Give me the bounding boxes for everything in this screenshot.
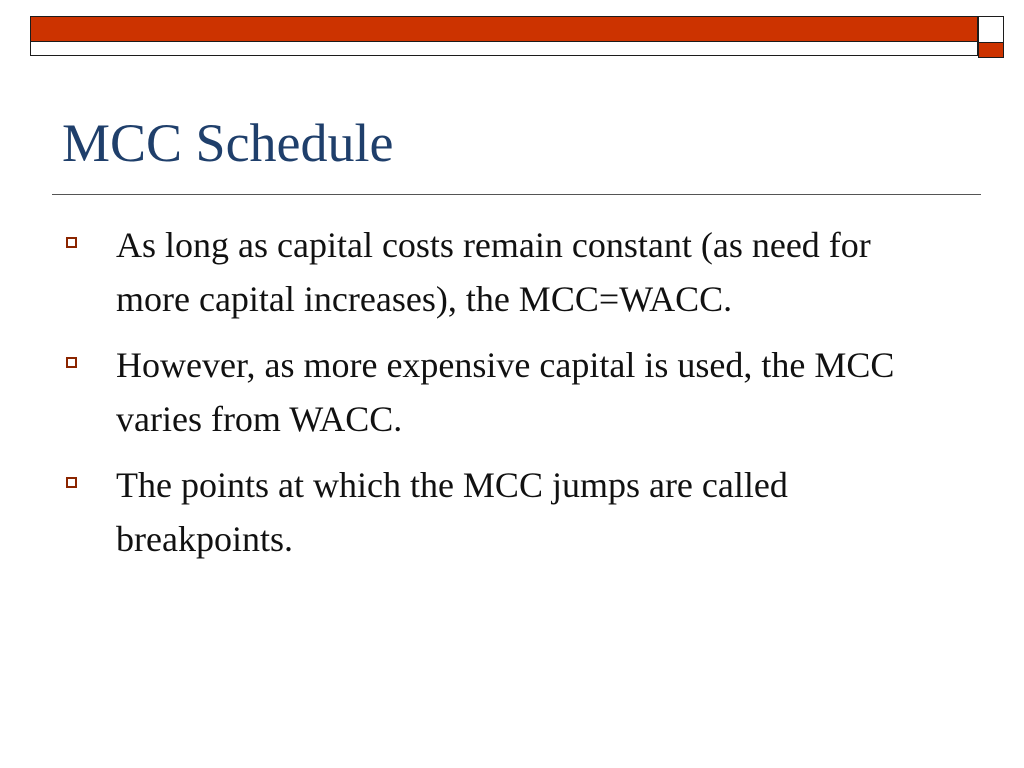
square-bullet-icon <box>66 477 77 488</box>
square-bullet-icon <box>66 237 77 248</box>
bullet-list <box>66 218 946 578</box>
square-bullet-icon <box>66 357 77 368</box>
bullet-text: However, as more expensive capital is used, the MCC varies from WACC. <box>116 345 895 439</box>
bullet-text: The points at which the MCC jumps are called breakpoints. <box>116 465 788 559</box>
title-divider <box>52 194 981 195</box>
bullet-item <box>66 218 946 326</box>
slide-title: MCC Schedule <box>62 113 394 173</box>
bullet-text: As long as capital costs remain constant (as need for more capital increases), the MCC=WACC. <box>116 225 871 319</box>
bullet-item <box>66 458 946 566</box>
corner-accent-box <box>978 42 1004 58</box>
top-banner-accent-bar <box>30 16 978 42</box>
bullet-item <box>66 338 946 446</box>
